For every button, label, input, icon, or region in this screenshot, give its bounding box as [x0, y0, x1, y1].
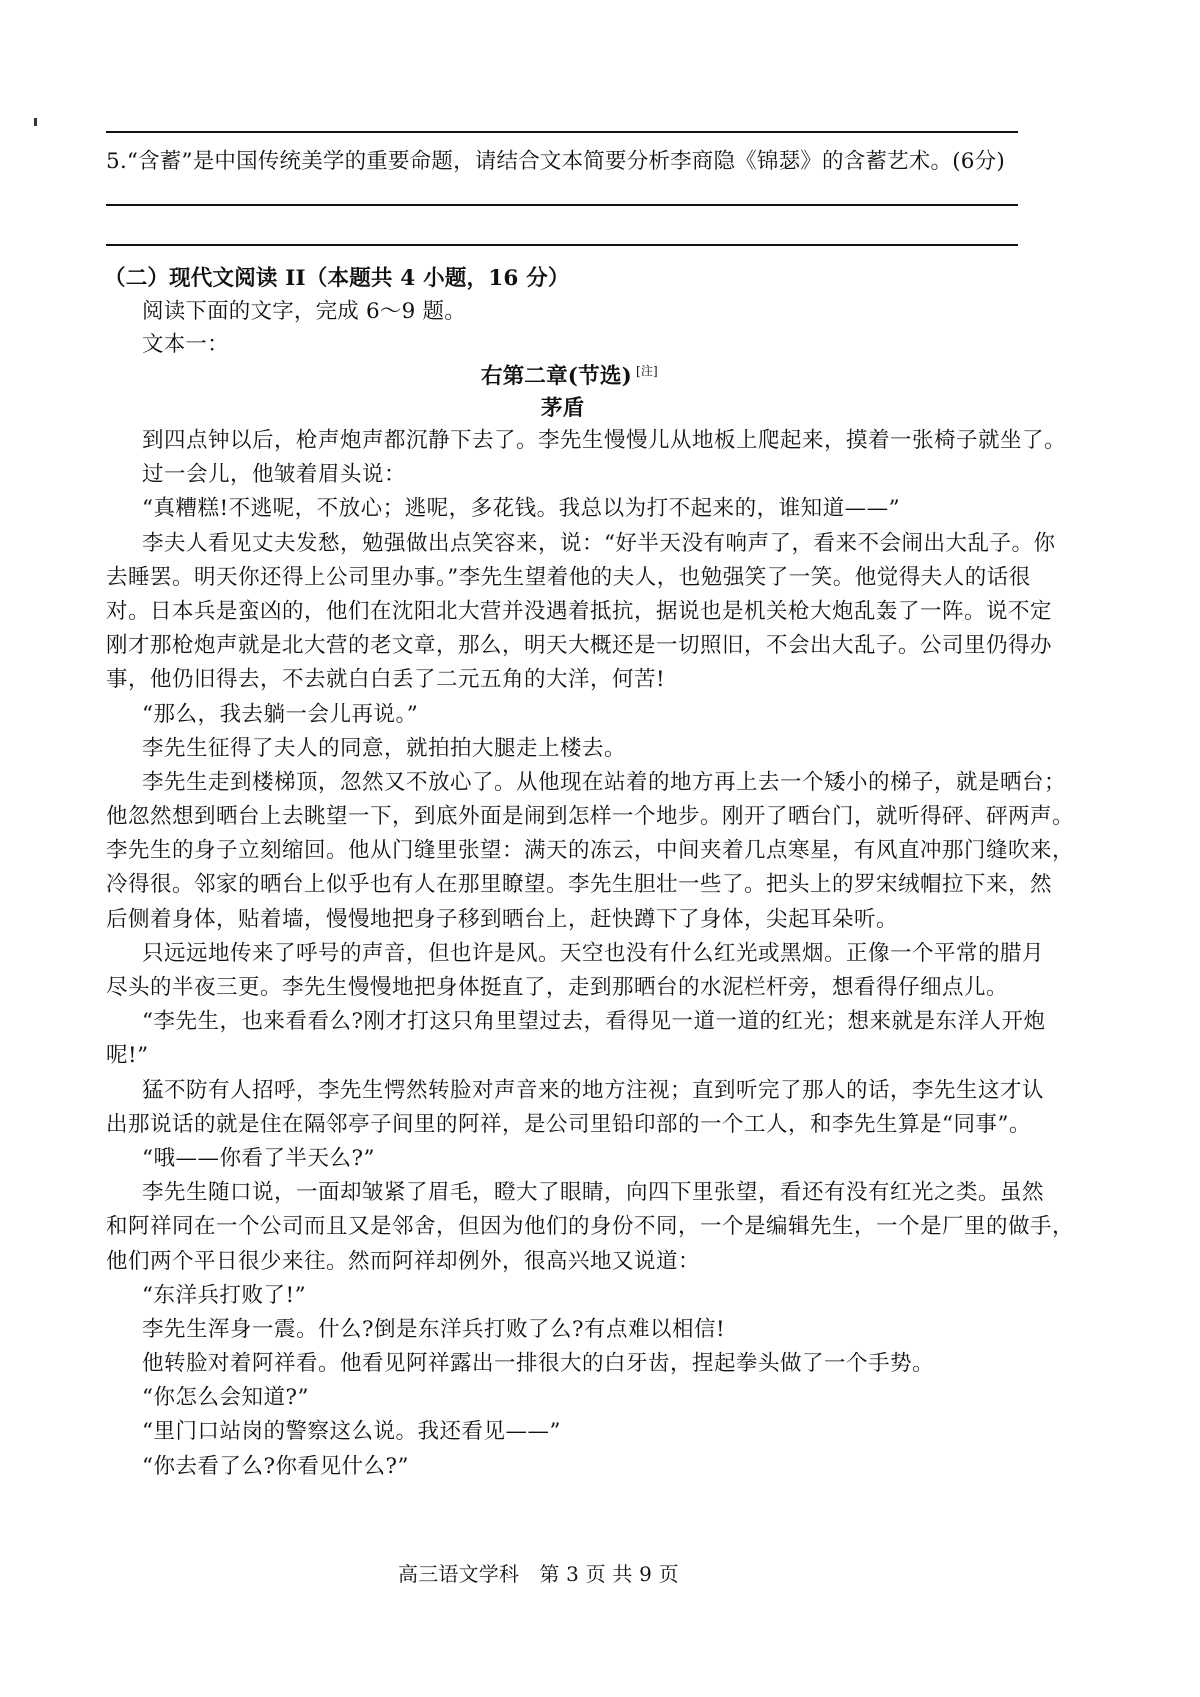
article-paragraph [106, 1313, 1106, 1347]
article-line: 到四点钟以后，枪声炮声都沉静下去了。李先生慢慢儿从地板上爬起来，摸着一张椅子就坐了。 [142, 428, 1067, 453]
article-paragraph [106, 1347, 1106, 1381]
section-instruction: 阅读下面的文字，完成 6～9 题。 [142, 299, 466, 324]
article-paragraph [106, 698, 1106, 732]
article-line: “里门口站岗的警察这么说。我还看见——” [142, 1419, 561, 1445]
article-paragraph [106, 458, 1106, 492]
article-author: 茅盾 [541, 396, 585, 421]
article-title [481, 365, 658, 388]
article-paragraph [106, 937, 1106, 1005]
article-paragraph [106, 1450, 1106, 1484]
article-line: 出那说话的就是住在隔邻亭子间里的阿祥，是公司里铅印部的一个工人，和李先生算是“同事”。 [106, 1111, 1031, 1137]
article-line: 李先生的身子立刻缩回。他从门缝里张望：满天的冻云，中间夹着几点寒星，有风直冲那门缝吹来， [106, 838, 1075, 864]
article-line: “你怎么会知道?” [142, 1385, 310, 1411]
article-line: 李夫人看见丈夫发愁，勉强做出点笑容来，说：“好半天没有响声了，看来不会闹出大乱子。你 [142, 530, 1056, 556]
article-paragraph [106, 1005, 1106, 1073]
article-paragraph [106, 1142, 1106, 1176]
article-line: 李先生征得了夫人的同意，就拍拍大腿走上楼去。 [142, 735, 627, 761]
article-line: 事，他仍旧得去，不去就白白丢了二元五角的大洋，何苦! [106, 667, 666, 693]
article-paragraph [106, 424, 1106, 458]
article-line: 他忽然想到晒台上去眺望一下，到底外面是闹到怎样一个地步。刚开了晒台门，就听得砰、砰两声。 [106, 804, 1075, 830]
article-paragraph [106, 1381, 1106, 1415]
article-line: 李先生随口说，一面却皱紧了眉毛，瞪大了眼睛，向四下里张望，看还有没有红光之类。虽然 [142, 1180, 1045, 1206]
article-paragraph [106, 1415, 1106, 1449]
article-line: 去睡罢。明天你还得上公司里办事。”李先生望着他的夫人，也勉强笑了一笑。他觉得夫人的话很 [106, 564, 1031, 590]
answer-line-3 [106, 244, 1018, 246]
article-note-mark: [注] [635, 364, 658, 378]
article-paragraph [106, 1176, 1106, 1279]
article-line: 李先生浑身一震。什么?倒是东洋兵打败了么?有点难以相信! [142, 1316, 726, 1342]
answer-line-2 [106, 204, 1018, 206]
section-heading: （二）现代文阅读 II（本题共 4 小题，16 分） [104, 266, 570, 291]
question-5: 5.“含蓄”是中国传统美学的重要命题，请结合文本简要分析李商隐《锦瑟》的含蓄艺术。(6分) [106, 149, 1005, 174]
article-line: 他们两个平日很少来往。然而阿祥却例外，很高兴地又说道： [106, 1248, 701, 1274]
article-title-text: 右第二章(节选) [481, 364, 632, 390]
article-paragraph [106, 492, 1106, 526]
answer-line-1 [106, 131, 1018, 133]
article-line: “真糟糕!不逃呢，不放心；逃呢，多花钱。我总以为打不起来的，谁知道——” [142, 496, 901, 522]
article-line: 对。日本兵是蛮凶的，他们在沈阳北大营并没遇着抵抗，据说也是机关枪大炮乱轰了一阵。说不定 [106, 598, 1053, 624]
article-line: 刚才那枪炮声就是北大营的老文章，那么，明天大概还是一切照旧，不会出大乱子。公司里仍得办 [106, 633, 1053, 659]
page-footer: 高三语文学科 第 3 页 共 9 页 [398, 1562, 679, 1586]
article-line: 冷得很。邻家的晒台上似乎也有人在那里瞭望。李先生胆壮一些了。把头上的罗宋绒帽拉下来，然 [106, 872, 1053, 898]
article-body [106, 424, 1106, 1484]
article-paragraph [106, 766, 1106, 937]
article-line: “你去看了么?你看见什么?” [142, 1453, 410, 1479]
article-paragraph [106, 1074, 1106, 1142]
article-paragraph [106, 1279, 1106, 1313]
article-line: 李先生走到楼梯顶，忽然又不放心了。从他现在站着的地方再上去一个矮小的梯子，就是晒台； [142, 769, 1067, 795]
article-line: 过一会儿，他皱着眉头说： [142, 462, 407, 488]
article-line: 和阿祥同在一个公司而且又是邻舍，但因为他们的身份不同，一个是编辑先生，一个是厂里的做手， [106, 1214, 1075, 1240]
article-paragraph [106, 527, 1106, 698]
article-line: 后侧着身体，贴着墙，慢慢地把身子移到晒台上，赶快蹲下了身体，尖起耳朵听。 [106, 906, 899, 932]
article-line: 只远远地传来了呼号的声音，但也许是风。天空也没有什么红光或黑烟。正像一个平常的腊月 [142, 940, 1045, 966]
scan-mark [34, 118, 37, 126]
text-label: 文本一： [142, 332, 229, 357]
article-line: 尽头的半夜三更。李先生慢慢地把身体挺直了，走到那晒台的水泥栏杆旁，想看得仔细点儿。 [106, 975, 1009, 1000]
article-line: 呢!” [106, 1043, 149, 1069]
article-line: 猛不防有人招呼，李先生愕然转脸对声音来的地方注视；直到听完了那人的话，李先生这才认 [142, 1077, 1045, 1103]
article-line: “那么，我去躺一会儿再说。” [142, 701, 419, 727]
article-line: 他转脸对着阿祥看。他看见阿祥露出一排很大的白牙齿，捏起拳头做了一个手势。 [142, 1351, 935, 1377]
article-line: “东洋兵打败了!” [142, 1282, 307, 1308]
article-paragraph [106, 732, 1106, 766]
article-line: “李先生，也来看看么?刚才打这只角里望过去，看得见一道一道的红光；想来就是东洋人开炮 [142, 1009, 1046, 1035]
article-line: “哦——你看了半天么?” [142, 1145, 376, 1171]
